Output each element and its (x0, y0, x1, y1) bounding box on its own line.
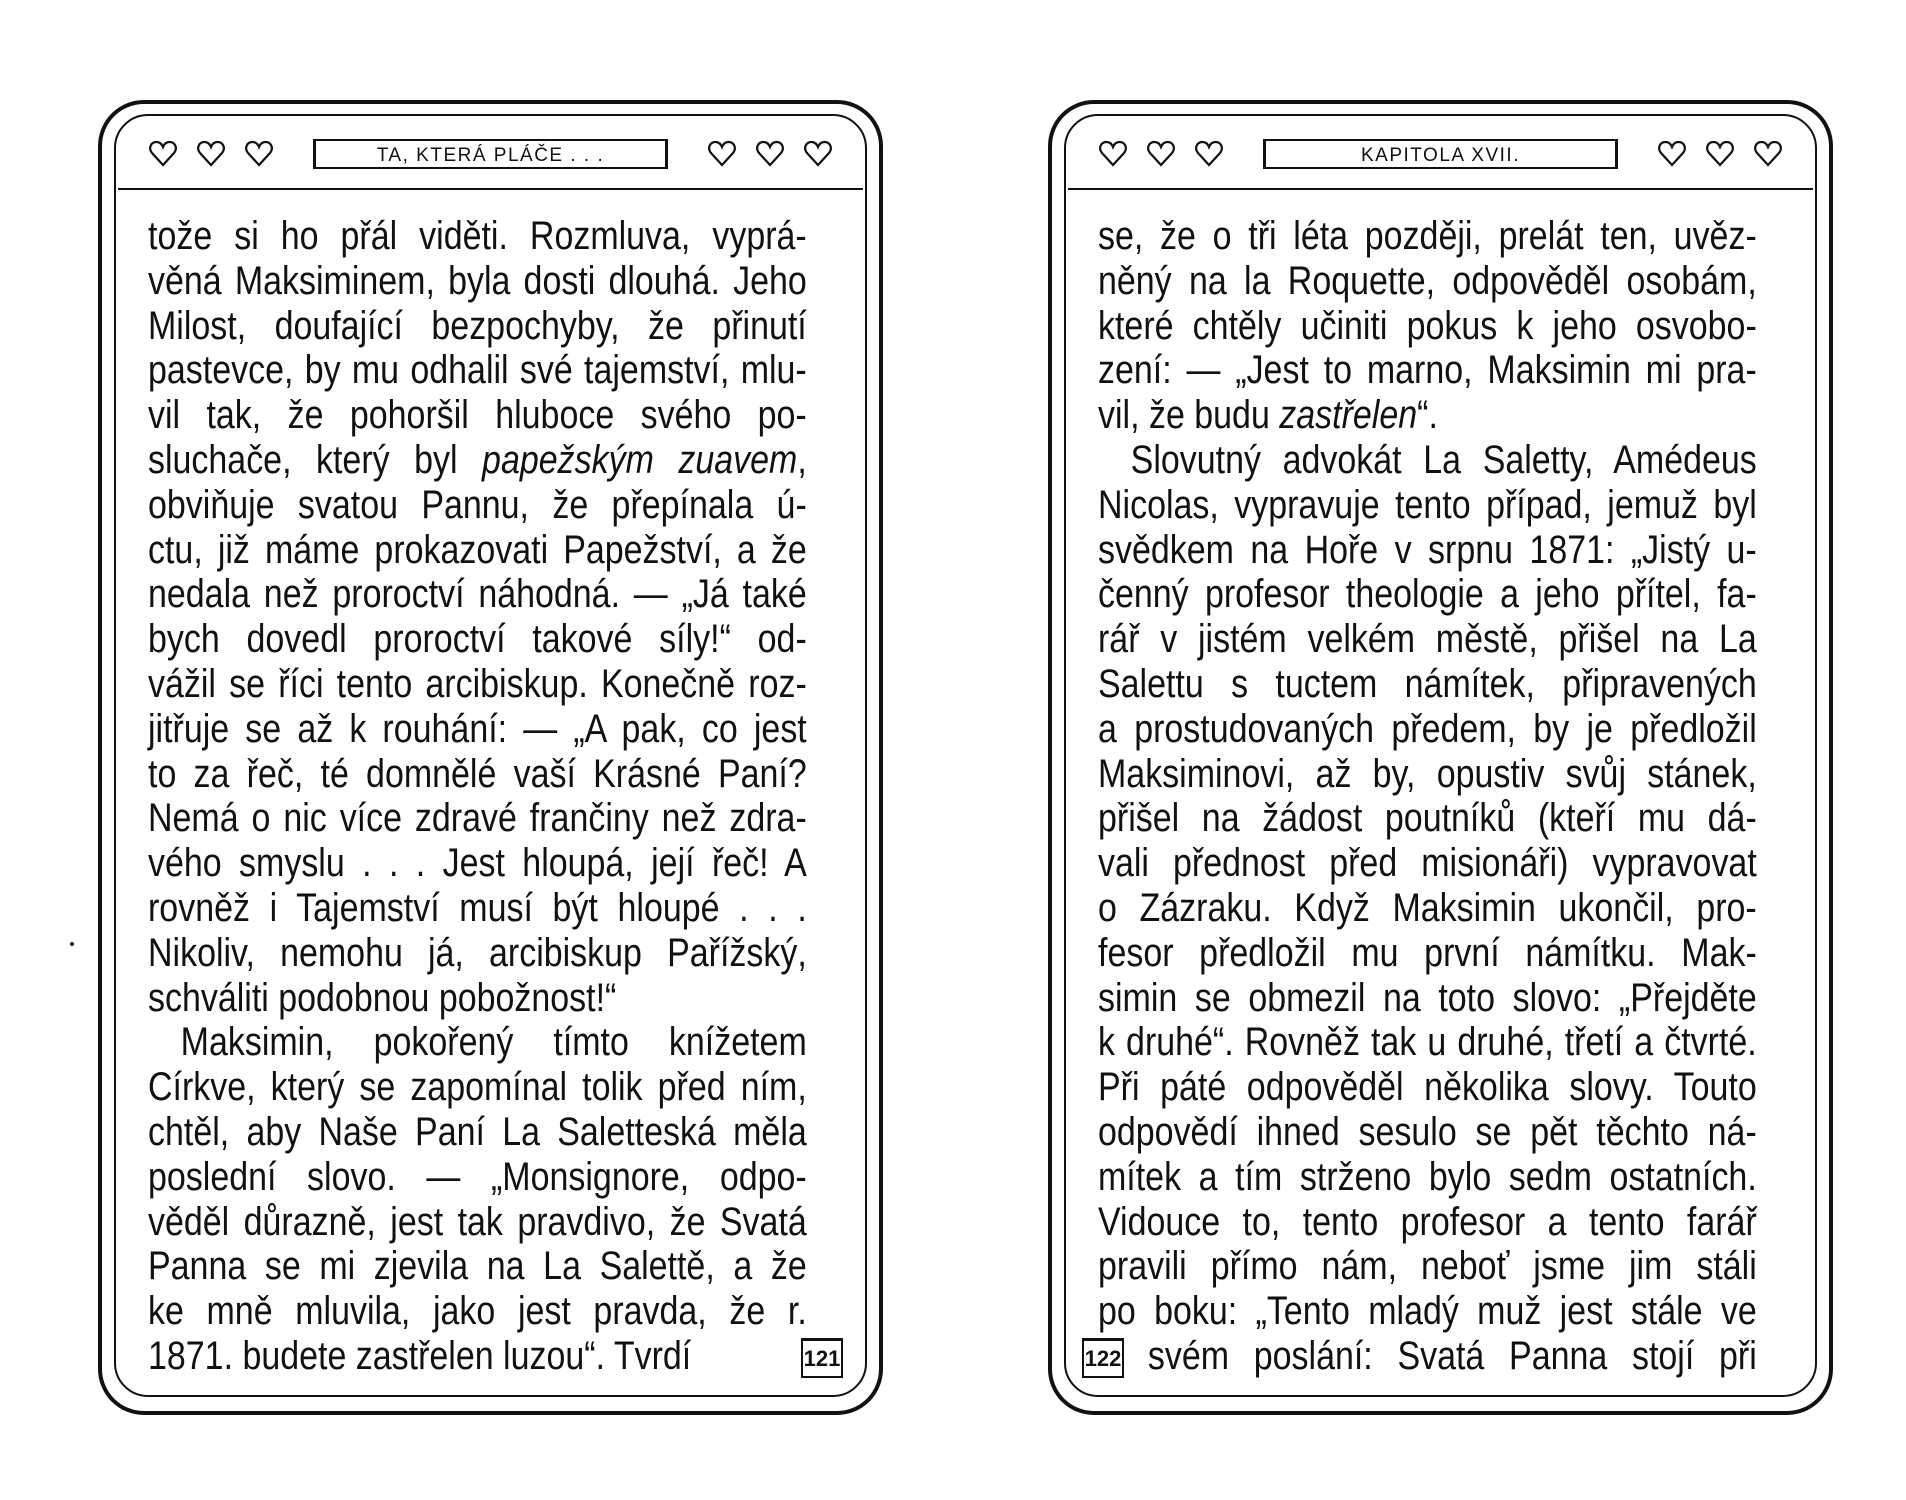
right-page (1048, 100, 1833, 1415)
text-line: svědkem na Hoře v srpnu 1871: „Jistý u- (1098, 527, 1757, 572)
heart-icon (755, 139, 785, 169)
running-header-title: TA, KTERÁ PLÁČE . . . (313, 139, 668, 169)
text-line: schváliti podobnou pobožnost!“ (148, 975, 617, 1020)
heart-icon (148, 139, 178, 169)
right-hearts-group (1657, 139, 1783, 169)
text-line: Slovutný advokát La Saletty, Amédeus (1130, 437, 1757, 482)
text-line: Nemá o nic více zdravé frančiny než zdra- (148, 796, 807, 841)
text-line: to za řeč, té domnělé vaší Krásné Paní? (148, 751, 807, 796)
header-rule (1068, 188, 1813, 190)
text-line: se, že o tři léta později, prelát ten, uvěz- (1098, 214, 1757, 258)
heart-icon (1098, 139, 1128, 169)
heart-icon (1753, 139, 1783, 169)
page-number: 122 (1082, 1338, 1124, 1378)
left-page-header (148, 134, 833, 174)
text-line: o Zázraku. Když Maksimin ukončil, pro- (1098, 885, 1757, 930)
text-line: odpovědí ihned sesulo se pět těchto ná- (1098, 1109, 1757, 1154)
text-line: obviňuje svatou Pannu, že přepínala ú- (148, 482, 807, 527)
heart-icon (803, 139, 833, 169)
text-line: bych dovedl proroctví takové síly!“ od- (148, 617, 807, 662)
text-line: Nikoliv, nemohu já, arcibiskup Pařížský, (148, 930, 807, 975)
text-line: svém poslání: Svatá Panna stojí při (1147, 1333, 1757, 1378)
heart-icon (1194, 139, 1224, 169)
text-line: 1871. budete zastřelen luzou“. Tvrdí (148, 1333, 692, 1378)
left-hearts-group (1098, 139, 1224, 169)
emphasis-text: papežským zuavem (482, 437, 798, 482)
text-line: vil tak, že pohoršil hluboce svého po- (148, 393, 807, 438)
heart-icon (196, 139, 226, 169)
text-line: rář v jistém velkém městě, přišel na La (1098, 617, 1757, 662)
left-hearts-group (148, 139, 274, 169)
text-line: Salettu s tuctem námítek, připravených (1098, 661, 1757, 706)
text-line: Vidouce to, tento profesor a tento farář (1098, 1199, 1757, 1244)
heart-icon (1705, 139, 1735, 169)
text-line: fesor předložil mu první námítku. Mak- (1098, 930, 1757, 975)
header-rule (118, 188, 863, 190)
body-text (1098, 214, 1757, 1379)
text-line: pastevce, by mu odhalil své tajemství, mlu- (148, 348, 807, 393)
text-line: tože si ho přál viděti. Rozmluva, vyprá- (148, 214, 807, 258)
text-line: čenný profesor theologie a jeho přítel, fa- (1098, 572, 1757, 617)
text-line: k druhé“. Rovněž tak u druhé, třetí a čtvrté. (1098, 1020, 1757, 1065)
text-line: věná Maksiminem, byla dosti dlouhá. Jeho (148, 258, 807, 303)
text-line: Církve, který se zapomínal tolik před ním, (148, 1065, 807, 1110)
heart-icon (1657, 139, 1687, 169)
text-line: vil, že budu zastřelen“. (1098, 393, 1438, 438)
text-line: jitřuje se až k rouhání: — „A pak, co jest (148, 706, 807, 751)
body-text (148, 214, 807, 1379)
text-line: ke mně mluvila, jako jest pravda, že r. (148, 1289, 807, 1334)
text-line: vého smyslu . . . Jest hloupá, její řeč! A (148, 841, 807, 886)
text-line: ctu, již máme prokazovati Papežství, a že (148, 527, 807, 572)
text-line: Milost, doufající bezpochyby, že přinutí (148, 303, 807, 348)
text-line: sluchače, který byl papežským zuavem, (148, 437, 807, 482)
text-line: poslední slovo. — „Monsignore, odpo- (148, 1154, 807, 1199)
emphasis-text: zastřelen (1279, 393, 1418, 438)
right-hearts-group (707, 139, 833, 169)
text-line: pravili přímo nám, neboť jsme jim stáli (1098, 1244, 1757, 1289)
text-line: Maksimin, pokořený tímto knížetem (180, 1020, 807, 1065)
heart-icon (1146, 139, 1176, 169)
text-line: Nicolas, vypravuje tento případ, jemuž byl (1098, 482, 1757, 527)
text-line: po boku: „Tento mladý muž jest stále ve (1098, 1289, 1757, 1334)
text-line: rovněž i Tajemství musí být hloupé . . . (148, 885, 807, 930)
stray-dot (70, 942, 74, 946)
left-page (98, 100, 883, 1415)
text-line: mítek a tím strženo bylo sedm ostatních. (1098, 1154, 1757, 1199)
text-line: zení: — „Jest to marno, Maksimin mi pra- (1098, 348, 1757, 393)
text-line: přišel na žádost poutníků (kteří mu dá- (1098, 796, 1757, 841)
text-line: a prostudovaných předem, by je předložil (1098, 706, 1757, 751)
text-line: Při páté odpověděl několika slovy. Touto (1098, 1065, 1757, 1110)
text-line: věděl důrazně, jest tak pravdivo, že Svatá (148, 1199, 807, 1244)
page-number: 121 (801, 1338, 843, 1378)
text-line: Maksiminovi, až by, opustiv svůj stánek, (1098, 751, 1757, 796)
text-line: chtěl, aby Naše Paní La Saletteská měla (148, 1109, 807, 1154)
text-line: vali přednost před misionáři) vypravovat (1098, 841, 1757, 886)
text-line: vážil se říci tento arcibiskup. Konečně roz- (148, 661, 807, 706)
text-line: které chtěly učiniti pokus k jeho osvobo- (1098, 303, 1757, 348)
text-line: Panna se mi zjevila na La Salettě, a že (148, 1244, 807, 1289)
running-header-title: KAPITOLA XVII. (1263, 139, 1618, 169)
right-page-header (1098, 134, 1783, 174)
heart-icon (707, 139, 737, 169)
text-line: něný na la Roquette, odpověděl osobám, (1098, 258, 1757, 303)
heart-icon (244, 139, 274, 169)
text-line: nedala než proroctví náhodná. — „Já také (148, 572, 807, 617)
text-line: simin se obmezil na toto slovo: „Přejděte (1098, 975, 1757, 1020)
